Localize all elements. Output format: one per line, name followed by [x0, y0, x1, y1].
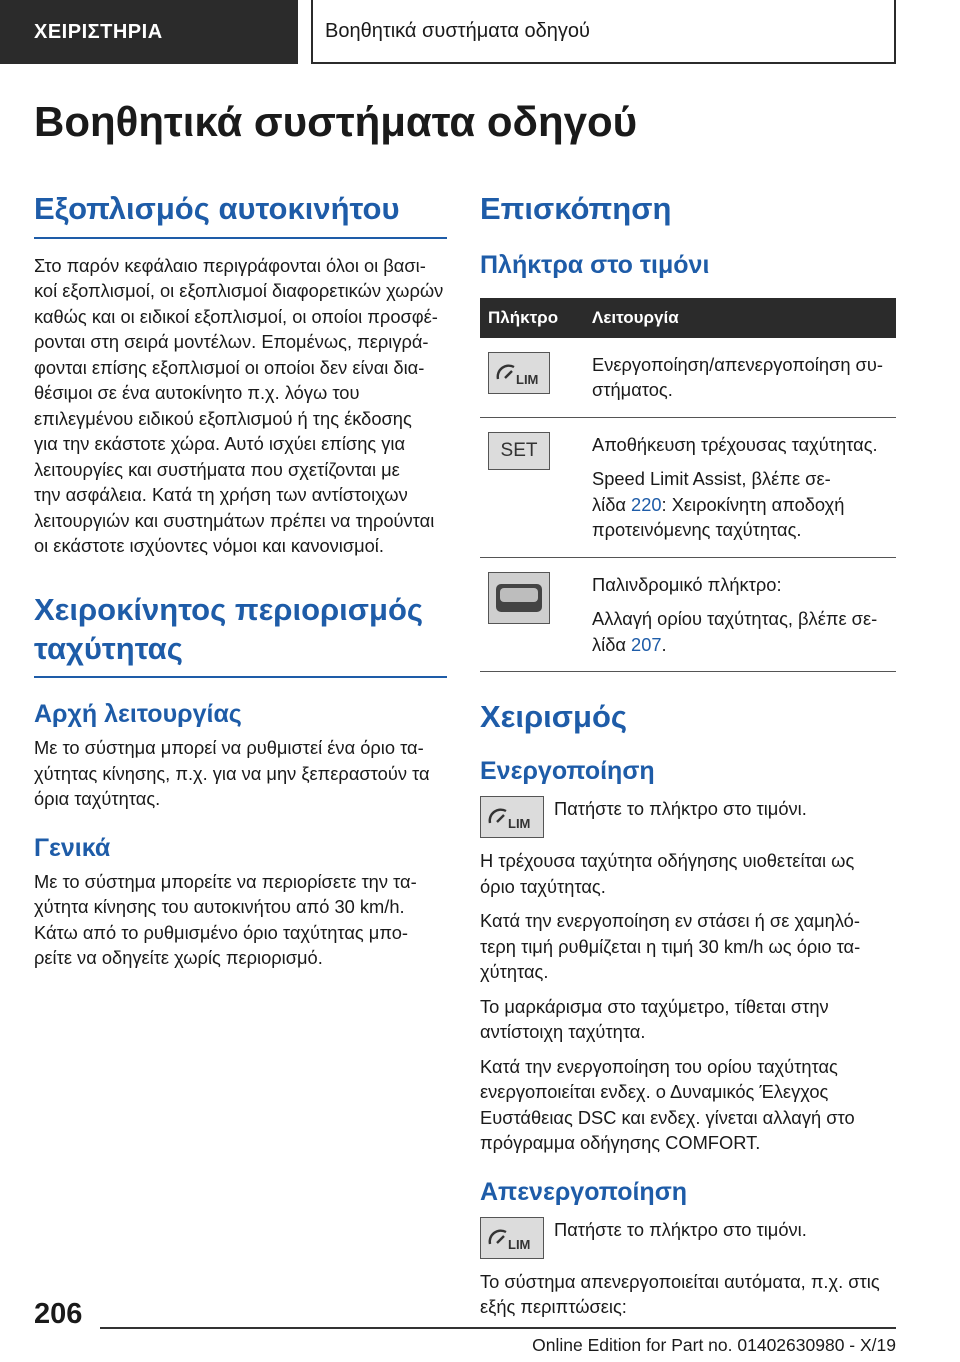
operation-heading: Χειρισμός: [480, 699, 628, 735]
equipment-paragraph: [34, 253, 447, 559]
text-line: επιλεγμένου ειδικού εξοπλισμού ή της έκδοσης: [34, 407, 412, 429]
text-line: ρονται στη σειρά μοντέλων. Επομένως, περιγρά‐: [34, 331, 429, 353]
text-line: Κατά την ενεργοποίηση του ορίου ταχύτητας: [480, 1055, 838, 1077]
lim-key-icon: [488, 352, 550, 394]
page-link-207[interactable]: 207: [631, 633, 662, 655]
text-line: όριο ταχύτητας.: [480, 875, 606, 897]
activation-paragraph-4: [480, 1054, 896, 1156]
text-line: Αλλαγή ορίου ταχύτητας, βλέπε σε‐: [592, 608, 878, 630]
general-heading: Γενικά: [34, 833, 111, 862]
text-line: Το μαρκάρισμα στο ταχύμετρο, τίθεται στην: [480, 995, 829, 1017]
rocker-symbol: [492, 578, 546, 618]
deactivation-heading: Απενεργοποίηση: [480, 1177, 688, 1206]
principle-paragraph: [34, 735, 447, 812]
chapter-tab[interactable]: ΧΕΙΡΙΣΤΗΡΙΑ: [0, 0, 298, 64]
text-line: ρείτε να οδηγείτε χωρίς περιορισμό.: [34, 947, 323, 969]
activation-paragraph-1: [480, 848, 896, 899]
text-fragment: λίδα: [592, 633, 632, 655]
function-cell: [584, 417, 896, 557]
lim-key-icon: [480, 1217, 544, 1259]
deactivation-instruction: [480, 1217, 896, 1259]
table-row: [480, 417, 896, 557]
text-line: εξής περιπτώσεις:: [480, 1296, 627, 1317]
text-line: την ασφάλεια. Κατά τη χρήση των αντίστοιχων: [34, 484, 408, 506]
lim-label: LIM: [508, 1236, 531, 1252]
column-header-key: Πλήκτρο: [480, 298, 584, 338]
text-line: Παλινδρομικό πλήκτρο:: [592, 573, 782, 595]
text-line: Speed Limit Assist, βλέπε σε‐: [592, 468, 831, 490]
equipment-heading: Εξοπλισμός αυτοκινήτου: [34, 190, 447, 239]
text-line: χύτητα κίνησης του αυτοκινήτου από 30 km/h.: [34, 896, 405, 918]
text-line: καθώς και οι ειδικοί εξοπλισμοί, οι οποίοι προσφέ‐: [34, 305, 438, 327]
text-line: χύτητας.: [480, 961, 549, 982]
page-title: Βοηθητικά συστήματα οδηγού: [34, 98, 638, 145]
text-line: πρόγραμμα οδήγησης COMFORT.: [480, 1132, 761, 1153]
lim-symbol: [484, 801, 540, 833]
principle-heading: Αρχή λειτουργίας: [34, 700, 242, 729]
lim-label: LIM: [516, 371, 539, 387]
text-line: Με το σύστημα μπορεί να ρυθμιστεί ένα όριο τα‐: [34, 737, 424, 759]
text-line: οι εκάστοτε ισχύοντες νόμοι και κανονισμοί.: [34, 535, 384, 557]
rocker-switch-icon: [488, 572, 550, 624]
deactivation-press-text: Πατήστε το πλήκτρο στο τιμόνι.: [554, 1218, 807, 1240]
text-line: για την εκάστοτε χώρα. Αυτό ισχύει επίσης για: [34, 433, 406, 455]
function-cell: [584, 557, 896, 672]
text-line: Με το σύστημα μπορείτε να περιορίσετε την τα‐: [34, 870, 417, 892]
page-number: 206: [34, 1298, 83, 1330]
text-line: φονται επίσης εξοπλισμοί οι οποίοι δεν είναι δια‐: [34, 356, 425, 378]
text-line: Ενεργοποίηση/απενεργοποίηση συ‐: [592, 353, 883, 375]
footer-divider: [100, 1327, 896, 1329]
text-line: ενεργοποιείται ενδεχ. ο Δυναμικός Έλεγχος: [480, 1081, 829, 1102]
text-line: τερη τιμή ρυθμίζεται η τιμή 30 km/h ως όριο τα‐: [480, 935, 861, 957]
key-cell: [480, 338, 584, 418]
text-line: Κάτω από το ρυθμισμένο όριο ταχύτητας μπο‐: [34, 921, 408, 943]
text-line: Στο παρόν κεφάλαιο περιγράφονται όλοι οι βασι‐: [34, 254, 426, 276]
speed-limiter-heading: [34, 591, 447, 679]
general-paragraph: [34, 869, 447, 971]
column-header-function: Λειτουργία: [584, 298, 896, 338]
activation-heading: Ενεργοποίηση: [480, 757, 655, 785]
text-line: αντίστοιχη ταχύτητα.: [480, 1021, 646, 1042]
deactivation-paragraph: [480, 1269, 896, 1320]
set-key-label: SET: [500, 439, 538, 461]
section-tab[interactable]: Βοηθητικά συστήματα οδηγού: [311, 0, 896, 64]
page-link-220[interactable]: 220: [631, 493, 662, 515]
activation-paragraph-3: [480, 994, 896, 1045]
table-header-row: [480, 298, 896, 338]
text-fragment: λίδα: [592, 493, 632, 515]
left-column: [34, 190, 447, 971]
activation-paragraph-2: [480, 908, 896, 985]
text-line: όρια ταχύτητας.: [34, 788, 161, 810]
lim-label: LIM: [508, 816, 531, 831]
text-line: Η τρέχουσα ταχύτητα οδήγησης υιοθετείται ως: [480, 850, 855, 871]
table-row: [480, 557, 896, 672]
edition-text: Online Edition for Part no. 01402630980 - X/19: [532, 1335, 896, 1355]
overview-heading: Επισκόπηση: [480, 191, 672, 226]
text-line: Το σύστημα απενεργοποιείται αυτόματα, π.χ. στις: [480, 1270, 880, 1292]
text-line: λειτουργίες και συστήματα που σχετίζονται με: [34, 458, 400, 480]
key-cell: [480, 417, 584, 557]
text-fragment: : Χειροκίνητη αποδοχή: [661, 493, 845, 515]
text-line: θέσιμοι σε ένα αυτοκίνητο π.χ. λόγω του: [34, 382, 360, 404]
text-line: Αποθήκευση τρέχουσας ταχύτητας.: [592, 433, 878, 455]
lim-symbol: [484, 1222, 540, 1254]
lim-key-icon: [480, 796, 544, 838]
right-column: [480, 190, 896, 1320]
text-line: χύτητας κίνησης, π.χ. για να μην ξεπεραστούν τα: [34, 762, 430, 784]
wheel-keys-heading: Πλήκτρα στο τιμόνι: [480, 250, 710, 279]
speed-limiter-heading-line2: ταχύτητας: [34, 630, 183, 666]
text-line: λειτουργιών και συστημάτων πρέπει να τηρούνται: [34, 509, 435, 531]
speed-limiter-heading-line1: Χειροκίνητος περιορισμός: [34, 591, 424, 627]
key-cell: [480, 557, 584, 672]
text-line: προτεινόμενης ταχύτητας.: [592, 519, 802, 541]
page-header: [0, 0, 960, 64]
lim-symbol: [492, 357, 546, 389]
text-line: [592, 632, 888, 658]
set-key-icon: [488, 432, 550, 470]
text-line: Κατά την ενεργοποίηση εν στάσει ή σε χαμηλό‐: [480, 910, 860, 931]
function-cell: [584, 338, 896, 418]
text-line: στήματος.: [592, 379, 673, 401]
activation-instruction: [480, 796, 896, 838]
keys-table: [480, 298, 896, 673]
text-line: κοί εξοπλισμοί, οι εξοπλισμοί διαφορετικών χωρών: [34, 280, 444, 302]
table-row: [480, 338, 896, 418]
text-fragment: .: [661, 633, 667, 655]
activation-press-text: Πατήστε το πλήκτρο στο τιμόνι.: [554, 798, 807, 819]
text-line: Ευστάθειας DSC και ενδεχ. γίνεται αλλαγή στο: [480, 1106, 855, 1128]
text-line: [592, 492, 888, 518]
